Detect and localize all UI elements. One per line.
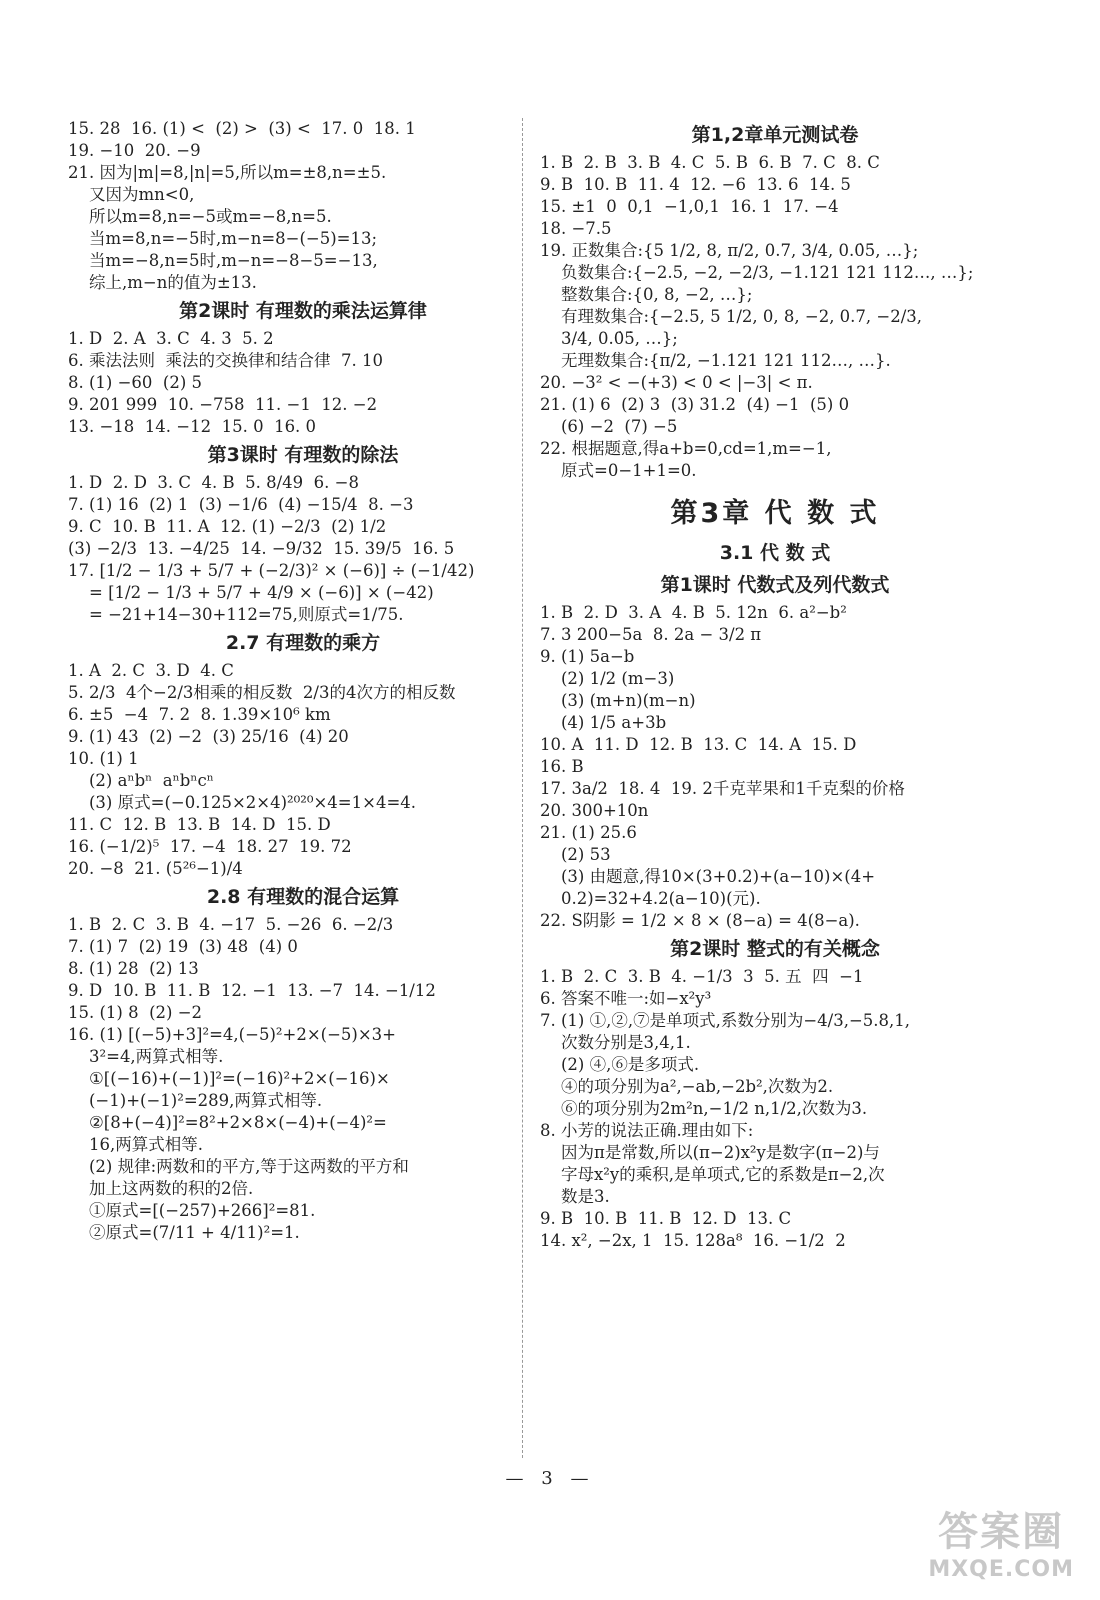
answer-line: 7. (1) 7 (2) 19 (3) 48 (4) 0: [68, 937, 298, 956]
answer-line: 次数分别是3,4,1.: [561, 1033, 691, 1052]
answer-line: 9. (1) 43 (2) −2 (3) 25/16 (4) 20: [68, 727, 349, 746]
answer-line: (3) 由题意,得10×(3+0.2)+(a−10)×(4+: [561, 867, 876, 886]
answer-line: 17. [1/2 − 1/3 + 5/7 + (−2/3)² × (−6)] ÷ (−1/42): [68, 561, 475, 580]
answer-line: 7. (1) 16 (2) 1 (3) −1/6 (4) −15/4 8. −3: [68, 495, 414, 514]
answer-line: ①原式=[(−257)+266]²=81.: [89, 1201, 316, 1220]
answer-line: 14. x², −2x, 1 15. 128a⁸ 16. −1/2 2: [540, 1231, 846, 1250]
answer-line: 15. (1) 8 (2) −2: [68, 1003, 203, 1022]
answer-line: 又因为mn<0,: [89, 185, 195, 204]
answer-line: (3) 原式=(−0.125×2×4)²⁰²⁰×4=1×4=4.: [89, 793, 417, 812]
answer-line: 1. B 2. C 3. B 4. −17 5. −26 6. −2/3: [68, 915, 394, 934]
answer-line: 19. −10 20. −9: [68, 141, 201, 160]
answer-line: = [1/2 − 1/3 + 5/7 + 4/9 × (−6)] × (−42): [89, 583, 434, 602]
column-divider: [522, 118, 523, 1458]
answer-line: 1. D 2. D 3. C 4. B 5. 8/49 6. −8: [68, 473, 359, 492]
answer-line: 21. (1) 6 (2) 3 (3) 31.2 (4) −1 (5) 0: [540, 395, 850, 414]
answer-line: 10. (1) 1: [68, 749, 139, 768]
answer-line: 8. 小芳的说法正确.理由如下:: [540, 1121, 754, 1140]
answer-line: 20. 300+10n: [540, 801, 649, 820]
answer-line: 9. C 10. B 11. A 12. (1) −2/3 (2) 1/2: [68, 517, 387, 536]
answer-line: (6) −2 (7) −5: [561, 417, 678, 436]
answer-line: 1. B 2. D 3. A 4. B 5. 12n 6. a²−b²: [540, 603, 847, 622]
answer-line: 19. 正数集合:{5 1/2, 8, π/2, 0.7, 3/4, 0.0̇5̇, …};: [540, 241, 919, 260]
answer-line: 16,两算式相等.: [89, 1135, 203, 1154]
answer-line: 10. A 11. D 12. B 13. C 14. A 15. D: [540, 735, 857, 754]
answer-line: 8. (1) 28 (2) 13: [68, 959, 199, 978]
answer-line: (−1)+(−1)²=289,两算式相等.: [89, 1091, 323, 1110]
watermark-url: MXQE.COM: [928, 1557, 1074, 1582]
answer-line: 整数集合:{0, 8, −2, …};: [561, 285, 753, 304]
answer-line: 13. −18 14. −12 15. 0 16. 0: [68, 417, 317, 436]
answer-line: 字母x²y的乘积,是单项式,它的系数是π−2,次: [561, 1165, 885, 1184]
answer-line: ④的项分别为a²,−ab,−2b²,次数为2.: [561, 1077, 834, 1096]
answer-line: 原式=0−1+1=0.: [561, 461, 697, 480]
answer-line: (2) ④,⑥是多项式.: [561, 1055, 700, 1074]
section-heading: 第1,2章单元测试卷: [691, 124, 859, 146]
answer-line: 7. 3 200−5a 8. 2a − 3/2 π: [540, 625, 762, 644]
answer-line: 加上这两数的积的2倍.: [89, 1179, 254, 1198]
answer-line: 1. B 2. B 3. B 4. C 5. B 6. B 7. C 8. C: [540, 153, 880, 172]
answer-line: 所以m=8,n=−5或m=−8,n=5.: [89, 207, 332, 226]
answer-line: 8. (1) −60 (2) 5: [68, 373, 203, 392]
watermark-logo: [928, 1500, 1074, 1582]
answer-line: 22. S阴影 = 1/2 × 8 × (8−a) = 4(8−a).: [540, 911, 860, 930]
answer-line: 17. 3a/2 18. 4 19. 2千克苹果和1千克梨的价格: [540, 779, 905, 798]
section-heading: 2.7 有理数的乘方: [225, 632, 381, 654]
answer-line: 9. (1) 5a−b: [540, 647, 635, 666]
answer-line: 因为π是常数,所以(π−2)x²y是数字(π−2)与: [561, 1143, 880, 1162]
answer-line: 1. A 2. C 3. D 4. C: [68, 661, 234, 680]
answer-line: 负数集合:{−2.5, −2, −2/3, −1.121 121 112…, …};: [561, 263, 974, 282]
section-heading: 2.8 有理数的混合运算: [206, 886, 400, 908]
answer-line: 有理数集合:{−2.5, 5 1/2, 0, 8, −2, 0.7, −2/3,: [561, 307, 923, 326]
page-number: — 3 —: [505, 1468, 595, 1489]
answer-line: 1. D 2. A 3. C 4. 3 5. 2: [68, 329, 274, 348]
section-heading: 3.1 代 数 式: [719, 542, 831, 564]
watermark-title: 答案圈: [938, 1509, 1065, 1555]
answer-line: 3/4, 0.0̇5̇, …};: [561, 329, 678, 348]
answer-line: 15. 28 16. (1) < (2) > (3) < 17. 0 18. 1: [68, 119, 416, 138]
answer-line: 6. 答案不唯一:如−x²y³: [540, 989, 712, 1008]
answer-line: 16. (1) [(−5)+3]²=4,(−5)²+2×(−5)×3+: [68, 1025, 396, 1044]
answer-line: 综上,m−n的值为±13.: [89, 273, 257, 292]
left-column: [68, 118, 538, 1244]
answer-line: 16. (−1/2)⁵ 17. −4 18. 27 19. 72: [68, 837, 352, 856]
answer-line: 15. ±1 0 0,1 −1,0,1 16. 1 17. −4: [540, 197, 839, 216]
answer-line: 11. C 12. B 13. B 14. D 15. D: [68, 815, 331, 834]
answer-line: 22. 根据题意,得a+b=0,cd=1,m=−1,: [540, 439, 832, 458]
answer-line: 20. −3² < −(+3) < 0 < |−3| < π.: [540, 373, 813, 392]
answer-line: 20. −8 21. (5²⁶−1)/4: [68, 859, 243, 878]
answer-line: 21. 因为|m|=8,|n|=5,所以m=±8,n=±5.: [68, 163, 387, 182]
answer-line: ②[8+(−4)]²=8²+2×8×(−4)+(−4)²=: [89, 1113, 387, 1132]
answer-line: 6. 乘法法则 乘法的交换律和结合律 7. 10: [68, 351, 383, 370]
answer-line: ⑥的项分别为2m²n,−1/2 n,1/2,次数为3.: [561, 1099, 868, 1118]
chapter-heading: 第3章 代 数 式: [670, 498, 880, 529]
answer-line: (2) 规律:两数和的平方,等于这两数的平方和: [89, 1157, 409, 1176]
answer-line: 6. ±5 −4 7. 2 8. 1.39×10⁶ km: [68, 705, 331, 724]
answer-line: 当m=8,n=−5时,m−n=8−(−5)=13;: [89, 229, 378, 248]
answer-line: 21. (1) 25.6: [540, 823, 637, 842]
section-heading: 第2课时 有理数的乘法运算律: [179, 300, 427, 322]
answer-line: 9. 201 999 10. −758 11. −1 12. −2: [68, 395, 378, 414]
answer-line: = −21+14−30+112=75,则原式=1/75.: [89, 605, 404, 624]
answer-line: (4) 1/5 a+3b: [561, 713, 667, 732]
answer-line: (2) 1/2 (m−3): [561, 669, 675, 688]
answer-line: 1. B 2. C 3. B 4. −1/3 3 5. 五 四 −1: [540, 967, 864, 986]
answer-line: 9. B 10. B 11. 4 12. −6 13. 6 14. 5: [540, 175, 851, 194]
answer-line: 5. 2/3 4个−2/3相乘的相反数 2/3的4次方的相反数: [68, 683, 456, 702]
answer-line: 0.2)=32+4.2(a−10)(元).: [561, 889, 761, 908]
answer-line: 16. B: [540, 757, 584, 776]
right-column: [540, 118, 1010, 1252]
section-heading: 第2课时 整式的有关概念: [670, 938, 880, 960]
answer-line: ①[(−16)+(−1)]²=(−16)²+2×(−16)×: [89, 1069, 390, 1088]
answer-line: 9. B 10. B 11. B 12. D 13. C: [540, 1209, 792, 1228]
answer-line: 数是3.: [561, 1187, 610, 1206]
answer-line: (3) −2/3 13. −4/25 14. −9/32 15. 39/5 16. 5: [68, 539, 455, 558]
answer-line: 9. D 10. B 11. B 12. −1 13. −7 14. −1/12: [68, 981, 436, 1000]
answer-line: (3) (m+n)(m−n): [561, 691, 696, 710]
answer-line: (2) aⁿbⁿ aⁿbⁿcⁿ: [89, 771, 214, 790]
answer-line: 无理数集合:{π/2, −1.121 121 112…, …}.: [561, 351, 891, 370]
answer-line: 7. (1) ①,②,⑦是单项式,系数分别为−4/3,−5.8,1,: [540, 1011, 911, 1030]
answer-line: 18. −7.5: [540, 219, 612, 238]
answer-line: ②原式=(7/11 + 4/11)²=1.: [89, 1223, 300, 1242]
answer-line: 当m=−8,n=5时,m−n=−8−5=−13,: [89, 251, 378, 270]
answer-line: 3²=4,两算式相等.: [89, 1047, 224, 1066]
section-heading: 第3课时 有理数的除法: [207, 444, 399, 466]
answer-line: (2) 53: [561, 845, 611, 864]
section-heading: 第1课时 代数式及列代数式: [660, 574, 890, 596]
